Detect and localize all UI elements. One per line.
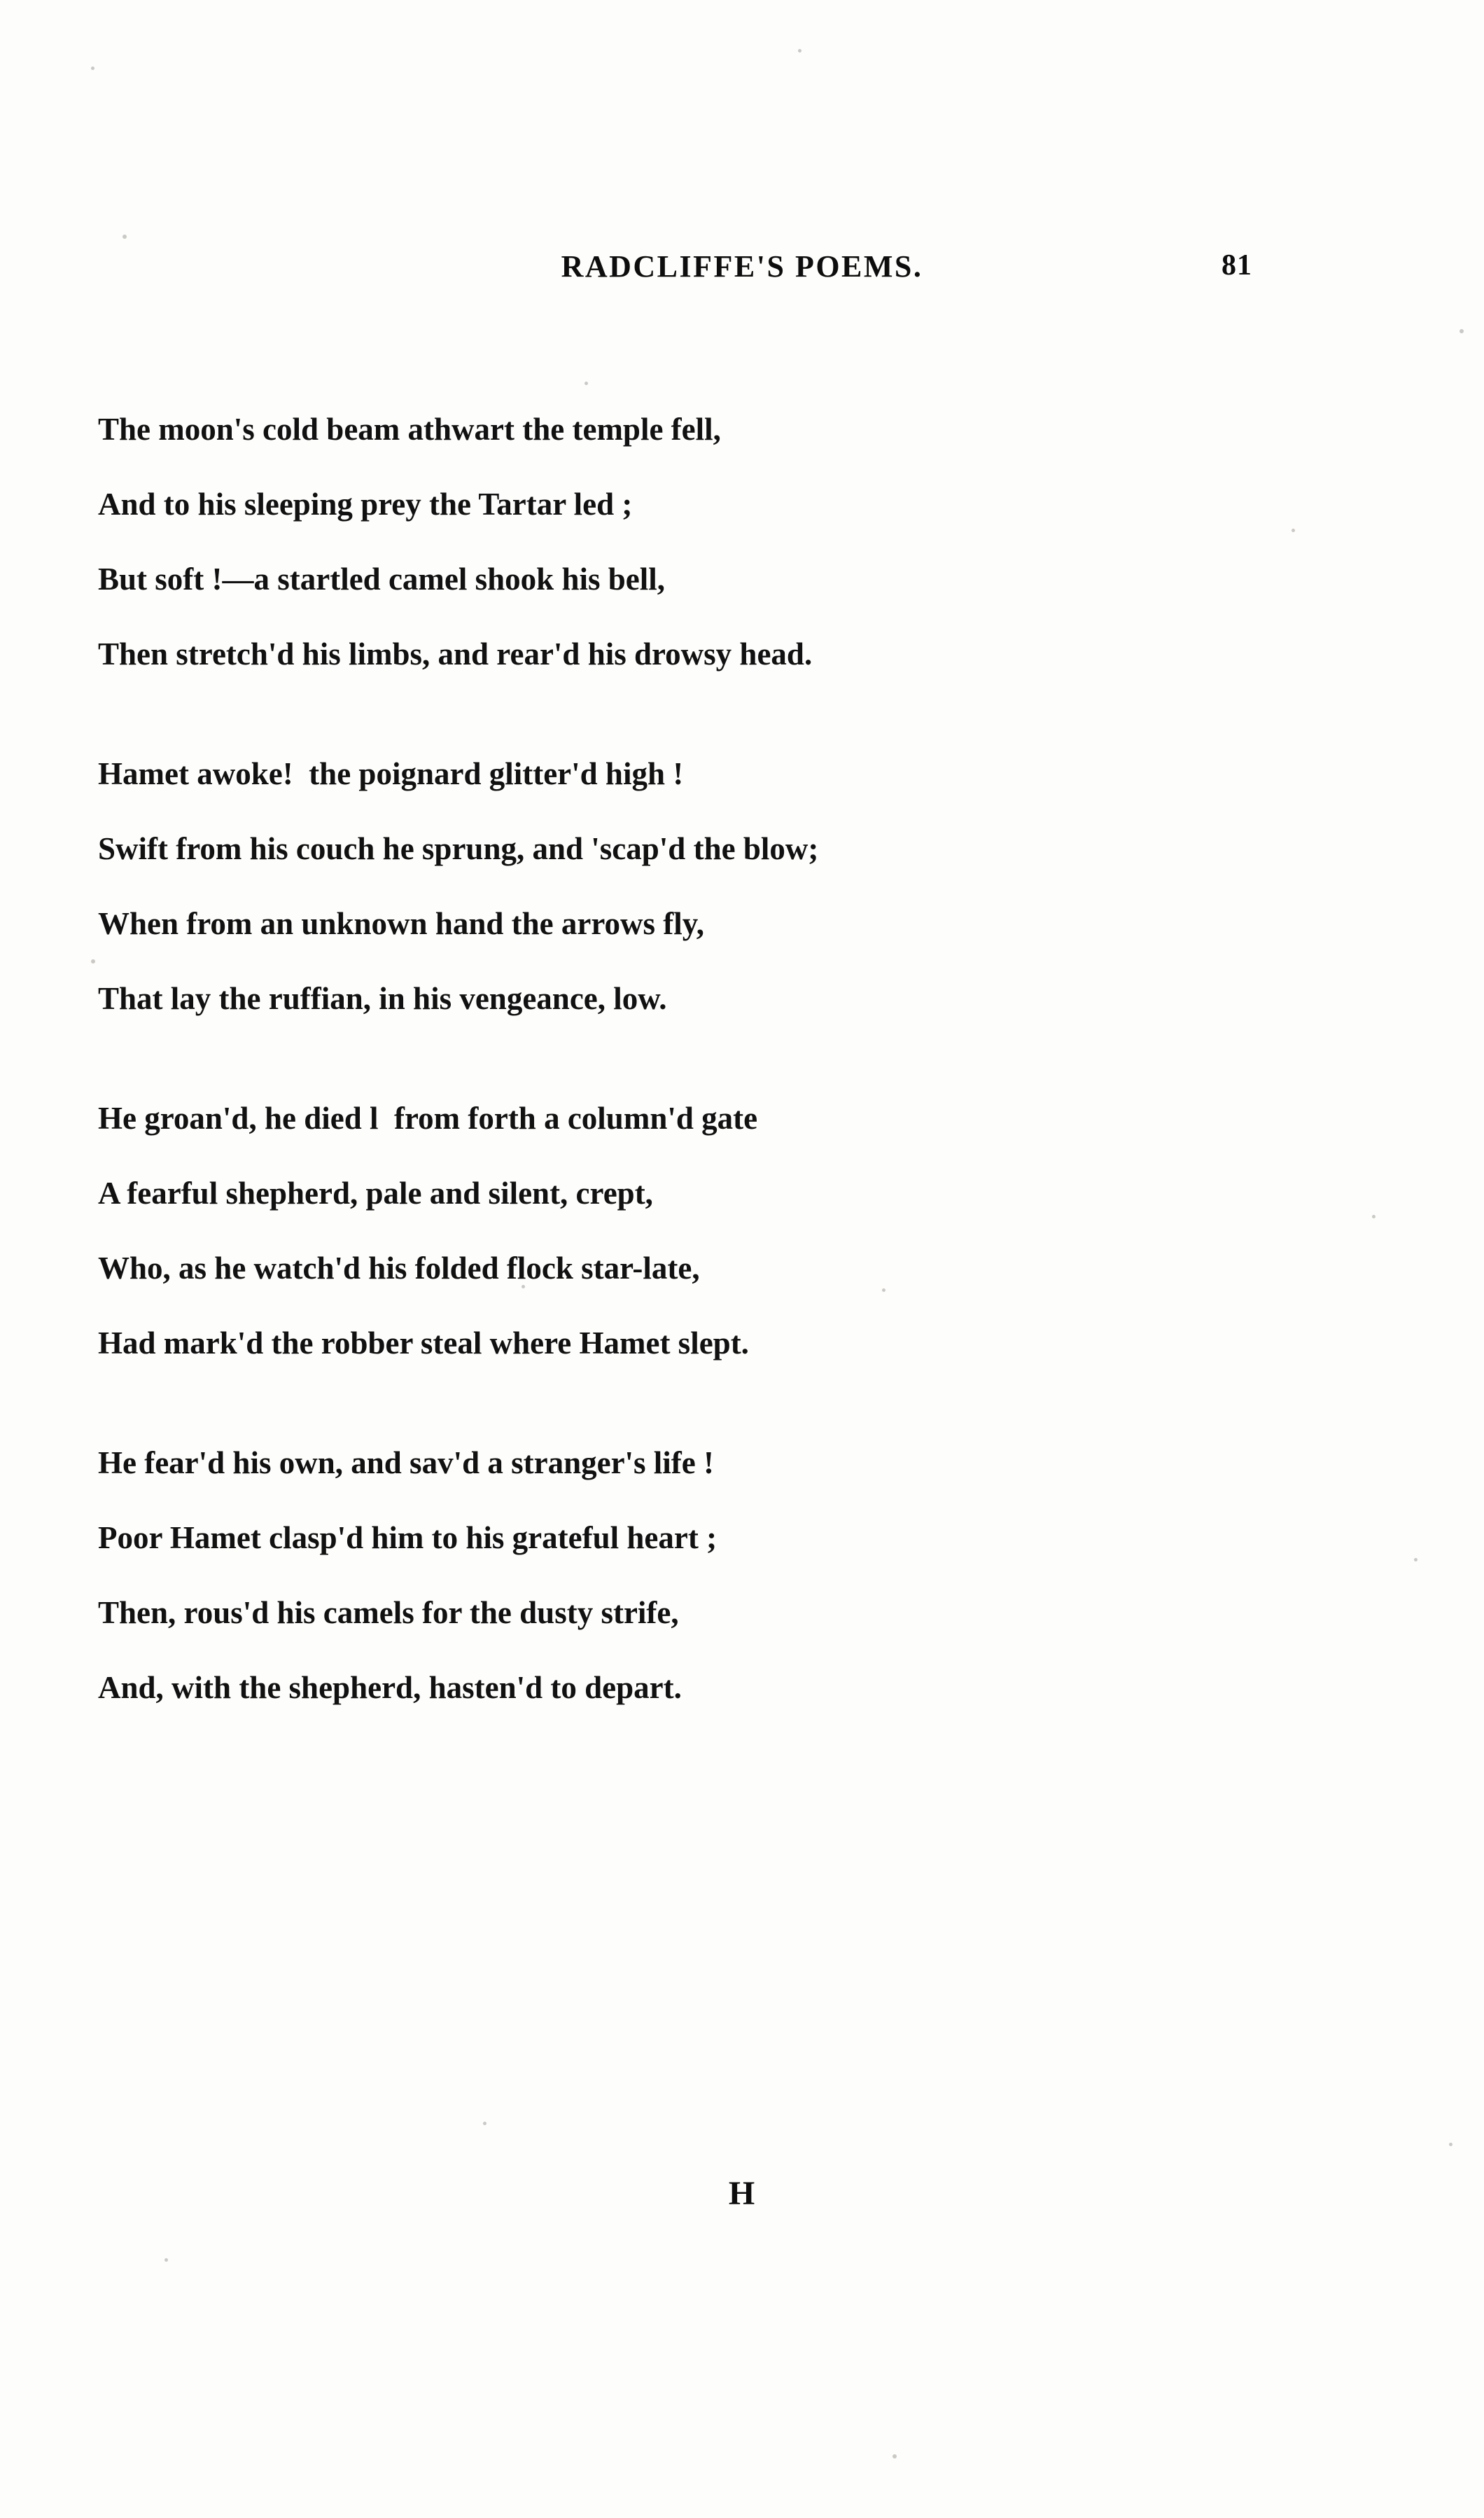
paper-speck [91,959,95,964]
stanza [98,1081,1386,1381]
poem-line: The moon's cold beam athwart the temple fell, [98,412,721,447]
paper-speck [892,2454,897,2458]
paper-speck [1414,1558,1418,1561]
poem-line: Then stretch'd his limbs, and rear'd his drowsy head. [98,637,813,672]
poem-line: Then, rous'd his camels for the dusty strife, [98,1595,679,1630]
poem-line: Had mark'd the robber steal where Hamet slept. [98,1326,749,1361]
poem-line: When from an unknown hand the arrows fly, [98,906,705,941]
poem-line: But soft !—a startled camel shook his bell, [98,562,665,597]
paper-speck [164,2258,168,2262]
poem-line: Swift from his couch he sprung, and 'scap'd the blow; [98,831,819,866]
stanza [98,1426,1386,1725]
poem-line: And to his sleeping prey the Tartar led ; [98,487,633,522]
stanza [98,392,1386,692]
running-head-title: RADCLIFFE'S POEMS. [561,249,923,284]
poem-line: He groan'd, he died l from forth a column'd gate [98,1101,758,1136]
paper-speck [584,382,588,385]
paper-speck [483,2122,486,2125]
page-number: 81 [1222,249,1252,281]
stanza [98,737,1386,1036]
poem-line: He fear'd his own, and sav'd a stranger's life ! [98,1445,715,1480]
poem-line: Hamet awoke! the poignard glitter'd high ! [98,756,684,791]
poem-line: A fearful shepherd, pale and silent, crept, [98,1176,653,1211]
poem-line: That lay the ruffian, in his vengeance, low. [98,981,667,1016]
paper-speck [1449,2143,1452,2146]
poem-line: Poor Hamet clasp'd him to his grateful heart ; [98,1520,718,1555]
signature-mark: H [728,2175,756,2212]
paper-speck [1460,329,1464,333]
poem-line: And, with the shepherd, hasten'd to depart. [98,1670,682,1705]
poem-body [98,392,1386,1770]
poem-line: Who, as he watch'd his folded flock star-late, [98,1251,700,1286]
paper-speck [122,235,127,239]
paper-speck [91,67,94,70]
paper-speck [798,49,802,53]
